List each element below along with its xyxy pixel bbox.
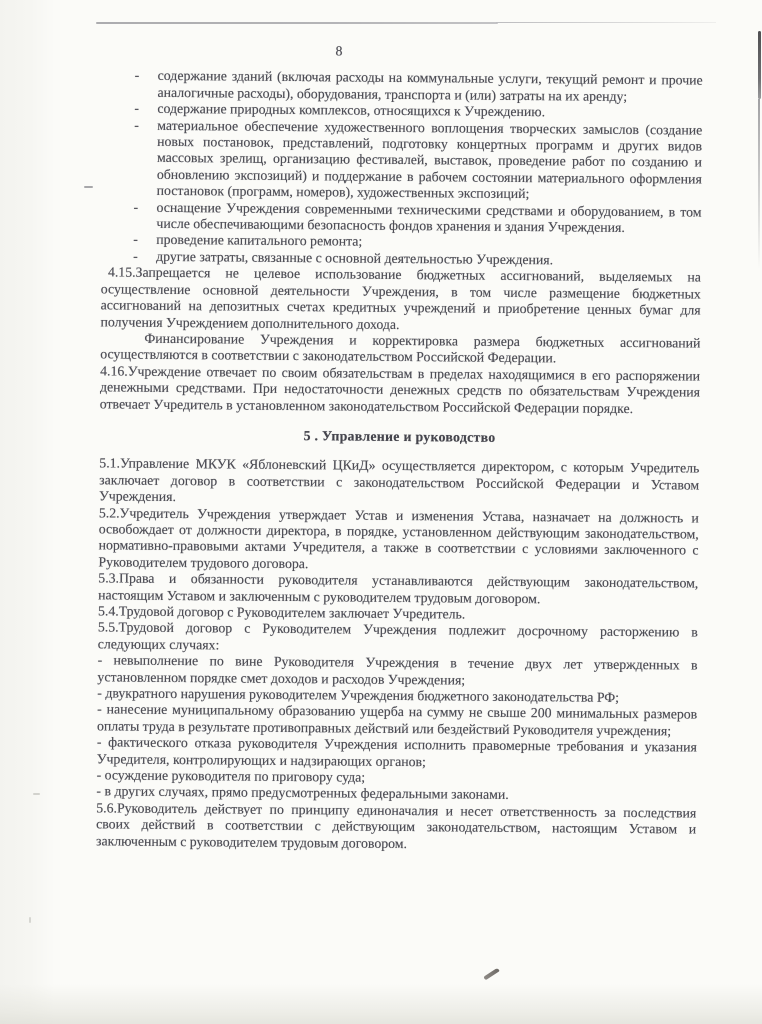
paragraph-5-5-case-6: - в других случаях, прямо предусмотренных федеральными законами. — [96, 783, 509, 803]
list-item — [133, 199, 701, 237]
paragraph-4-16: 4.16.Учреждение отвечает по своим обязательствам в пределах находящимися в его распоряжении денежными средствами. При недостаточности денежных средств по обязательствам Учреждения отвечает Учредитель в установленном законодательством Российской Федерации порядке. — [99, 363, 701, 416]
list-marker: - — [133, 232, 138, 248]
scan-artifact-top-edge-line — [96, 22, 498, 24]
paragraph-5-2: 5.2.Учредитель Учреждения утверждает Устав и изменения Устава, назначает на должность и освобождает от должности директора, в порядке, установленном действующим законодательством, нормативно-правовыми актами Учредителя, а также в соответствии с условиями заключенного с Руководителем трудового договора. — [98, 504, 699, 571]
scan-artifact-top-edge-line-faint — [496, 22, 716, 23]
paragraph-financing: Финансирование Учреждения и корректировка размера бюджетных ассигнований осуществляются в соответствии с законодательством Российской Федерации. — [100, 330, 701, 366]
paragraph-5-5: 5.5.Трудовой договор с Руководителем Учреждения подлежит досрочному расторжению в следующих случаях: — [97, 619, 698, 653]
list-item-text: содержание зданий (включая расходы на коммунальные услуги, текущий ремонт и прочие аналогичные расходы), оборудования, транспорта и (или) затраты на их аренду; — [157, 68, 703, 104]
list-marker: - — [134, 117, 139, 133]
list-item — [134, 68, 702, 106]
scan-artifact-bottom-shadow — [0, 984, 762, 1024]
scan-artifact-right-edge-streak — [758, 31, 761, 99]
scan-artifact-right-edge-streak-faint — [758, 99, 760, 269]
list-item — [134, 117, 703, 204]
expense-list — [133, 68, 703, 270]
list-item-text: оснащение Учреждения современными техническими средствами и оборудованием, в том числе обеспечивающими безопасность фондов хранения и здания Учреждения. — [156, 199, 702, 236]
paragraph-4-15: 4.15.Запрещается не целевое использование бюджетных ассигнований, выделяемых на осуществление основной деятельности Учреждения, в том числе размещение бюджетных ассигнований на депозитных счетах кредитных учреждений и приобретение ценных бумаг для получения Учреждением дополнительного дохода. — [100, 264, 702, 332]
paragraph-5-1: 5.1.Управление МКУК «Яблоневский ЦКиД» осуществляется директором, с которым Учредитель заключает договор в соответствии с законодательством Российской Федерации и Уставом Учреждения. — [98, 455, 700, 505]
list-item-text: содержание природных комплексов, относящихся к Учреждению. — [157, 101, 546, 120]
list-marker: - — [134, 68, 140, 84]
paragraph-5-5-case-2: - двукратного нарушения руководителем Учреждения бюджетного законодательства РФ; — [97, 685, 620, 705]
document-text-block — [96, 41, 703, 854]
list-marker: - — [133, 248, 138, 264]
list-item-text: проведение капитального ремонта; — [156, 232, 363, 250]
list-marker: - — [133, 199, 139, 215]
paragraph-5-4: 5.4.Трудовой договор с Руководителем заключает Учредитель. — [97, 603, 466, 622]
paragraph-5-5-case-4: - фактического отказа руководителя Учреждения исполнить правомерные требования и указания Учредителя, контролирующих и надзирающих органов; — [96, 734, 697, 769]
paragraph-5-3: 5.3.Права и обязанности руководителя устанавливаются действующим законодательством, настоящим Уставом и заключенным с руководителем трудовым договором. — [98, 570, 699, 606]
paragraph-5-5-case-5: - осуждение руководителя по приговору суда; — [96, 767, 366, 785]
scan-artifact-speck — [33, 793, 40, 795]
scan-artifact-margin-dash — [84, 186, 93, 188]
scan-artifact-speck — [29, 917, 31, 923]
paragraph-5-5-case-3: - нанесение муниципальному образованию ущерба на сумму не свыше 200 минимальных размеров оплаты труда в результате противоправных действий или бездействий Руководителя учреждения; — [96, 701, 698, 739]
paragraph-5-5-case-1: - невыполнение по вине Руководителя Учреждения в течение двух лет утвержденных в установленном порядке смет доходов и расходов Учреждения; — [97, 652, 698, 688]
list-marker: - — [134, 100, 140, 116]
section-5-heading: 5 . Управление и руководство — [303, 428, 496, 445]
list-item-text: другие затраты, связанные с основной деятельностью Учреждения. — [156, 248, 554, 268]
page-number: 8 — [335, 43, 343, 59]
scan-artifact-ink-mark — [483, 968, 499, 981]
paragraph-5-6: 5.6.Руководитель действует по принципу единоначалия и несет ответственность за последствия своих действий в соответствии с действующим законодательством, настоящим Уставом и заключенным с руководителем трудовым договором. — [95, 800, 697, 851]
list-item-text: материальное обеспечение художественного воплощения творческих замыслов (создание новых постановок, представлений, подготовку концертных программ и других видов массовых зрелищ, организацию фестивалей, выставок, проведение работ по созданию и обновлению экспозиций) и поддержание в рабочем состоянии материального оформления постановок (программ, номеров), художественных экспозиций; — [156, 117, 703, 202]
